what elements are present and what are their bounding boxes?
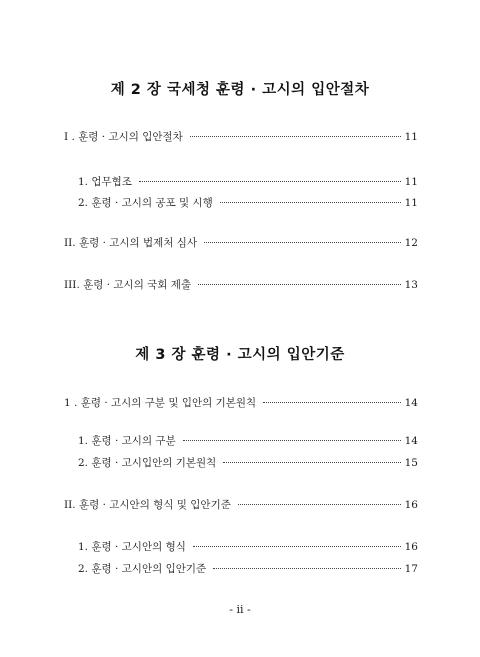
toc-entry[interactable]	[64, 396, 418, 410]
toc-entry-label: 2. 훈령 · 고시입안의 기본원칙	[78, 457, 217, 469]
toc-leader-dots	[220, 202, 401, 203]
toc-leader-dots	[213, 568, 401, 569]
toc-leader-dots	[198, 284, 401, 285]
toc-entry-label: 1. 훈령 · 고시의 구분	[78, 435, 176, 447]
toc-leader-dots	[263, 402, 401, 403]
toc-leader-dots	[223, 462, 401, 463]
toc-entry-label: 2. 훈령 · 고시안의 입안기준	[78, 563, 207, 575]
toc-entry[interactable]	[78, 456, 418, 470]
toc-entry-label: I . 훈령 · 고시의 입안절차	[64, 131, 183, 143]
toc-entry[interactable]	[78, 562, 418, 576]
toc-entry-label: II. 훈령 · 고시안의 형식 및 입안기준	[64, 499, 231, 511]
toc-entry-page: 11	[404, 197, 418, 209]
toc-entry-label: 1. 업무협조	[78, 176, 132, 188]
toc-entry-page: 16	[404, 541, 418, 553]
toc-leader-dots	[139, 181, 401, 182]
toc-leader-dots	[238, 504, 401, 505]
toc-entry-page: 16	[404, 499, 418, 511]
toc-entry-page: 17	[404, 563, 418, 575]
toc-entry[interactable]	[78, 196, 418, 210]
toc-leader-dots	[193, 546, 401, 547]
toc-entry[interactable]	[64, 278, 418, 292]
toc-entry[interactable]	[64, 236, 418, 250]
toc-entry-page: 11	[404, 176, 418, 188]
toc-entry-page: 13	[404, 279, 418, 291]
page-number-footer: - ii -	[229, 603, 251, 616]
toc-entry-label: 2. 훈령 · 고시의 공포 및 시행	[78, 197, 213, 209]
toc-leader-dots	[190, 136, 401, 137]
toc-entry[interactable]	[64, 498, 418, 512]
toc-entry-label: III. 훈령 · 고시의 국회 제출	[64, 279, 192, 291]
toc-entry-label: 1 . 훈령 · 고시의 구분 및 입안의 기본원칙	[64, 397, 257, 409]
chapter-2-title: 제 2 장 국세청 훈령 · 고시의 입안절차	[110, 82, 370, 98]
toc-entry[interactable]	[78, 540, 418, 554]
chapter-3-title: 제 3 장 훈령 · 고시의 입안기준	[135, 347, 345, 363]
toc-entry[interactable]	[78, 175, 418, 189]
toc-leader-dots	[183, 440, 401, 441]
toc-entry[interactable]	[64, 130, 418, 144]
toc-entry-page: 15	[404, 457, 418, 469]
toc-entry-page: 11	[404, 131, 418, 143]
toc-leader-dots	[204, 242, 401, 243]
toc-entry-label: 1. 훈령 · 고시안의 형식	[78, 541, 186, 553]
toc-entry[interactable]	[78, 434, 418, 448]
toc-entry-page: 14	[404, 397, 418, 409]
toc-entry-page: 12	[404, 237, 418, 249]
toc-entry-label: II. 훈령 · 고시의 법제처 심사	[64, 237, 198, 249]
toc-entry-page: 14	[404, 435, 418, 447]
